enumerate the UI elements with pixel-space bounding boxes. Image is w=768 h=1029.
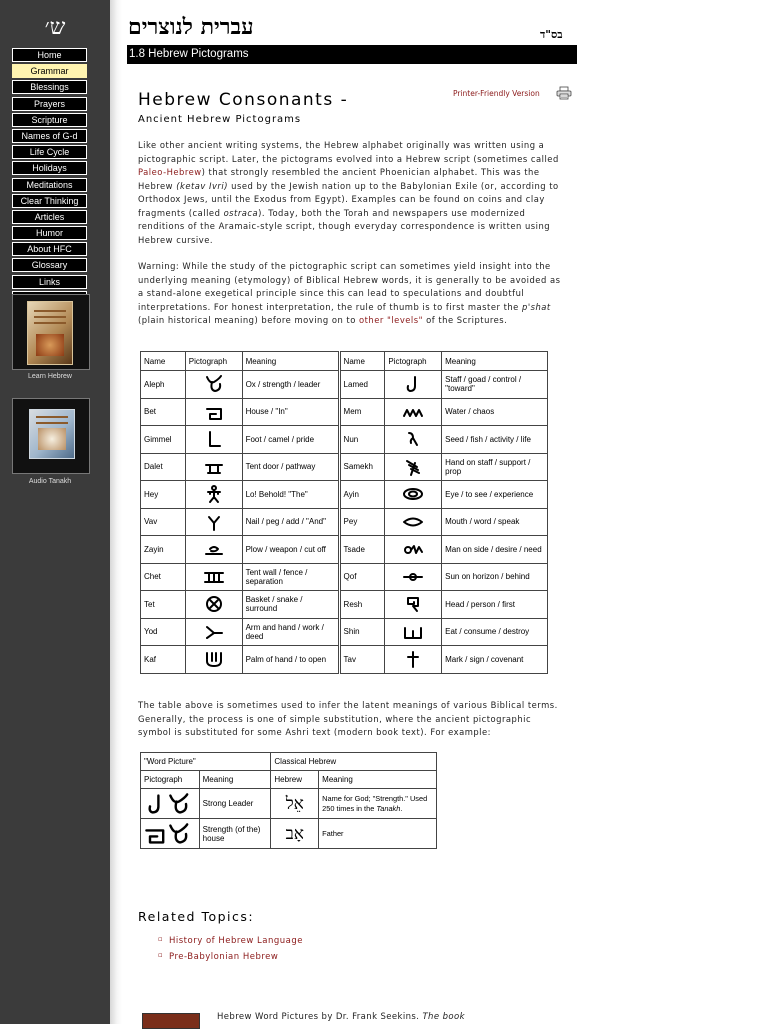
- house-pictograph-icon: [202, 402, 226, 422]
- classical-meaning: Father: [319, 819, 437, 849]
- sun-on-horizon-pictograph: [385, 563, 442, 591]
- letter-name: Yod: [141, 618, 186, 646]
- nav-item-about-hfc[interactable]: About HFC: [12, 242, 87, 256]
- warning-paragraph: Warning: While the study of the pictographic script can sometimes yield insight into the underlying meaning (etymology) of Biblical Hebrew words, it is generally to be avoided as a stand-alone exegetical principle since this can lead to speculations and doubtful interpretations. For honest interpretation, the rule of thumb is to first master the p'shat (plain historical meaning) before moving on to other "levels" of the Scriptures.: [138, 261, 561, 325]
- letter-name: Aleph: [141, 371, 186, 399]
- staff-pictograph: [385, 371, 442, 399]
- substitution-paragraph: The table above is sometimes used to infer the latent meanings of various Biblical terms. Generally, the process is one of simple substitution, where the ancient pictographic symbol is substituted for some Ashri text (modern book text). For example:: [138, 700, 558, 737]
- letter-name: Tav: [339, 646, 385, 674]
- mouth-pictograph-icon: [401, 512, 425, 532]
- sidebar: [0, 0, 110, 1024]
- printer-icon[interactable]: [556, 86, 572, 100]
- foot-pictograph: [185, 426, 242, 454]
- plow-weapon-pictograph: [185, 536, 242, 564]
- tent-wall-pictograph: [185, 563, 242, 591]
- letter-name: Shin: [339, 618, 385, 646]
- letter-name: Hey: [141, 481, 186, 509]
- site-title: עברית לנוצרים: [128, 14, 254, 40]
- word-pictograph: [141, 819, 200, 849]
- word-picture-meaning: Strong Leader: [199, 789, 271, 819]
- teeth-pictograph-icon: [401, 622, 425, 642]
- table-row: [141, 398, 548, 426]
- letter-meaning: Plow / weapon / cut off: [242, 536, 339, 564]
- nav-item-scripture[interactable]: Scripture: [12, 113, 87, 127]
- printer-friendly-link[interactable]: Printer-Friendly Version: [453, 89, 540, 98]
- letter-meaning: Basket / snake / surround: [242, 591, 339, 619]
- house-pictograph: [185, 398, 242, 426]
- letter-name: Gimmel: [141, 426, 186, 454]
- letter-meaning: Tent door / pathway: [242, 453, 339, 481]
- audio-tanakh-image[interactable]: [12, 398, 90, 474]
- table-row: [141, 536, 548, 564]
- table-row: [141, 646, 548, 674]
- head-pictograph: [385, 591, 442, 619]
- letter-name: Lamed: [339, 371, 385, 399]
- nav-item-links[interactable]: Links: [12, 275, 87, 289]
- ox-head-pictograph: [185, 371, 242, 399]
- related-topics-list: [158, 936, 303, 968]
- column-header: Pictograph: [185, 352, 242, 371]
- mouth-pictograph: [385, 508, 442, 536]
- letter-meaning: Lo! Behold! "The": [242, 481, 339, 509]
- nav-item-life-cycle[interactable]: Life Cycle: [12, 145, 87, 159]
- letter-name: Pey: [339, 508, 385, 536]
- basket-pictograph-icon: [202, 594, 226, 614]
- seed-pictograph-icon: [401, 429, 425, 449]
- behold-figure-pictograph-icon: [202, 484, 226, 504]
- sidebar-shadow: [110, 0, 122, 1024]
- table-row: [141, 789, 437, 819]
- book-recommendation-text: Hebrew Word Pictures by Dr. Frank Seekins. The book: [217, 1012, 465, 1022]
- table-row: [141, 591, 548, 619]
- nav-item-prayers[interactable]: Prayers: [12, 97, 87, 111]
- table-group-row: [141, 753, 437, 771]
- man-on-side-pictograph-icon: [401, 539, 425, 559]
- letter-meaning: Hand on staff / support / prop: [442, 453, 548, 481]
- nav-item-holidays[interactable]: Holidays: [12, 161, 87, 175]
- column-header: Name: [141, 352, 186, 371]
- nav-item-humor[interactable]: Humor: [12, 226, 87, 240]
- letter-meaning: Staff / goad / control / "toward": [442, 371, 548, 399]
- ox-head-pictograph-icon: [202, 374, 226, 394]
- letter-name: Dalet: [141, 453, 186, 481]
- letter-meaning: Man on side / desire / need: [442, 536, 548, 564]
- page-title: Hebrew Consonants -: [138, 90, 349, 110]
- bsd-mark: בס"ד: [540, 28, 563, 41]
- nav-item-names-of-g-d[interactable]: Names of G-d: [12, 129, 87, 143]
- nav-item-glossary[interactable]: Glossary: [12, 258, 87, 272]
- letter-name: Qof: [339, 563, 385, 591]
- other-levels-link[interactable]: other "levels": [359, 315, 423, 325]
- column-header: Meaning: [442, 352, 548, 371]
- page-subtitle: Ancient Hebrew Pictograms: [138, 114, 302, 125]
- nav-item-home[interactable]: Home: [12, 48, 87, 62]
- letter-meaning: Tent wall / fence / separation: [242, 563, 339, 591]
- column-header: Meaning: [242, 352, 339, 371]
- staff-pictograph-icon: [401, 374, 425, 394]
- column-header: Pictograph: [141, 771, 200, 789]
- pictograms-table: [140, 351, 548, 674]
- table-row: [141, 618, 548, 646]
- letter-meaning: Eye / to see / experience: [442, 481, 548, 509]
- nail-peg-pictograph: [185, 508, 242, 536]
- table-row: [141, 819, 437, 849]
- audio-tanakh-caption[interactable]: Audio Tanakh: [28, 478, 72, 485]
- related-topics-heading: Related Topics:: [138, 909, 255, 924]
- man-on-side-pictograph: [385, 536, 442, 564]
- nav-item-grammar[interactable]: Grammar: [12, 64, 87, 78]
- cross-mark-pictograph-icon: [401, 649, 425, 669]
- letter-name: Tet: [141, 591, 186, 619]
- bullet-icon: ▫: [158, 935, 164, 943]
- tent-door-pictograph: [185, 453, 242, 481]
- hebrew-word: אָב: [271, 819, 319, 849]
- plow-weapon-pictograph-icon: [202, 539, 226, 559]
- letter-name: Chet: [141, 563, 186, 591]
- letter-name: Kaf: [141, 646, 186, 674]
- letter-meaning: Mouth / word / speak: [442, 508, 548, 536]
- table-row: [141, 426, 548, 454]
- letter-name: Zayin: [141, 536, 186, 564]
- basket-pictograph: [185, 591, 242, 619]
- table-row: [141, 371, 548, 399]
- column-header: Meaning: [319, 771, 437, 789]
- behold-figure-pictograph: [185, 481, 242, 509]
- letter-name: Ayin: [339, 481, 385, 509]
- table-header-row: [141, 352, 548, 371]
- sun-on-horizon-pictograph-icon: [401, 567, 425, 587]
- nav-item-articles[interactable]: Articles: [12, 210, 87, 224]
- classical-meaning: Name for God; "Strength." Used 250 times in the Tanakh.: [319, 789, 437, 819]
- tent-door-pictograph-icon: [202, 457, 226, 477]
- letter-name: Mem: [339, 398, 385, 426]
- letter-meaning: Sun on horizon / behind: [442, 563, 548, 591]
- intro-paragraph: Like other ancient writing systems, the Hebrew alphabet originally was written using a pictographic script. Later, the pictograms evolved into a Hebrew script (sometimes called Paleo-Hebrew) that strongly resembled the ancient Phoenician alphabet. This was the Hebrew (ketav Ivri) used by the Jewish nation up to the Babylonian Exile (or, according to Orthodox Jews, until the Exodus from Egypt). Examples can be found on coins and clay fragments (called ostraca). Today, both the Torah and newspapers use modernized renditions of the Aramaic-style script, though everyday correspondence is written using Hebrew cursive.: [138, 140, 559, 245]
- hand-on-staff-pictograph: [385, 453, 442, 481]
- nav-item-blessings[interactable]: Blessings: [12, 80, 87, 94]
- learn-hebrew-caption[interactable]: Learn Hebrew: [28, 373, 72, 380]
- letter-name: Bet: [141, 398, 186, 426]
- letter-meaning: House / "In": [242, 398, 339, 426]
- bullet-icon: ▫: [158, 951, 164, 959]
- word-pictograph: [141, 789, 200, 819]
- table-row: [141, 508, 548, 536]
- hand-on-staff-pictograph-icon: [401, 457, 425, 477]
- word-picture-meaning: Strength (of the) house: [199, 819, 271, 849]
- column-header: Pictograph: [385, 352, 442, 371]
- word-picture-group-header: "Word Picture": [141, 753, 271, 771]
- arm-and-hand-pictograph-icon: [202, 622, 226, 642]
- table-row: [141, 453, 548, 481]
- nav-item-meditations[interactable]: Meditations: [12, 178, 87, 192]
- learn-hebrew-book-image[interactable]: [12, 294, 90, 370]
- letter-meaning: Arm and hand / work / deed: [242, 618, 339, 646]
- letter-meaning: Mark / sign / covenant: [442, 646, 548, 674]
- column-header: Hebrew: [271, 771, 319, 789]
- word-picture-table: [140, 752, 437, 849]
- table-row: [141, 563, 548, 591]
- table-row: [141, 481, 548, 509]
- cross-mark-pictograph: [385, 646, 442, 674]
- section-title-bar: 1.8 Hebrew Pictograms: [127, 45, 577, 64]
- letter-meaning: Water / chaos: [442, 398, 548, 426]
- column-header: Meaning: [199, 771, 271, 789]
- foot-pictograph-icon: [202, 429, 226, 449]
- teeth-pictograph: [385, 618, 442, 646]
- water-pictograph-icon: [401, 402, 425, 422]
- letter-meaning: Ox / strength / leader: [242, 371, 339, 399]
- seed-pictograph: [385, 426, 442, 454]
- eye-pictograph-icon: [401, 484, 425, 504]
- palm-of-hand-pictograph-icon: [202, 649, 226, 669]
- head-pictograph-icon: [401, 594, 425, 614]
- letter-meaning: Eat / consume / destroy: [442, 618, 548, 646]
- hebrew-word: אֵל: [271, 789, 319, 819]
- tent-wall-pictograph-icon: [202, 567, 226, 587]
- palm-of-hand-pictograph: [185, 646, 242, 674]
- classical-hebrew-group-header: Classical Hebrew: [271, 753, 437, 771]
- av-word-pictograph-icon: [144, 822, 192, 846]
- arm-and-hand-pictograph: [185, 618, 242, 646]
- paleo-hebrew-link[interactable]: Paleo-Hebrew: [138, 167, 202, 177]
- water-pictograph: [385, 398, 442, 426]
- letter-name: Vav: [141, 508, 186, 536]
- letter-name: Resh: [339, 591, 385, 619]
- column-header: Name: [339, 352, 385, 371]
- letter-name: Samekh: [339, 453, 385, 481]
- related-topic-link[interactable]: ▫ Pre-Babylonian Hebrew: [158, 951, 279, 962]
- site-logo[interactable]: ש׳: [44, 15, 66, 40]
- el-word-pictograph-icon: [144, 792, 192, 816]
- letter-name: Nun: [339, 426, 385, 454]
- letter-meaning: Head / person / first: [442, 591, 548, 619]
- nav-item-clear-thinking[interactable]: Clear Thinking: [12, 194, 87, 208]
- letter-meaning: Nail / peg / add / "And": [242, 508, 339, 536]
- letter-meaning: Seed / fish / activity / life: [442, 426, 548, 454]
- table-header-row: [141, 771, 437, 789]
- letter-name: Tsade: [339, 536, 385, 564]
- related-topic-link[interactable]: ▫ History of Hebrew Language: [158, 935, 303, 946]
- eye-pictograph: [385, 481, 442, 509]
- letter-meaning: Foot / camel / pride: [242, 426, 339, 454]
- sidebar-nav: [12, 48, 87, 307]
- word-pictures-book-image[interactable]: [142, 1013, 200, 1029]
- letter-meaning: Palm of hand / to open: [242, 646, 339, 674]
- nail-peg-pictograph-icon: [202, 512, 226, 532]
